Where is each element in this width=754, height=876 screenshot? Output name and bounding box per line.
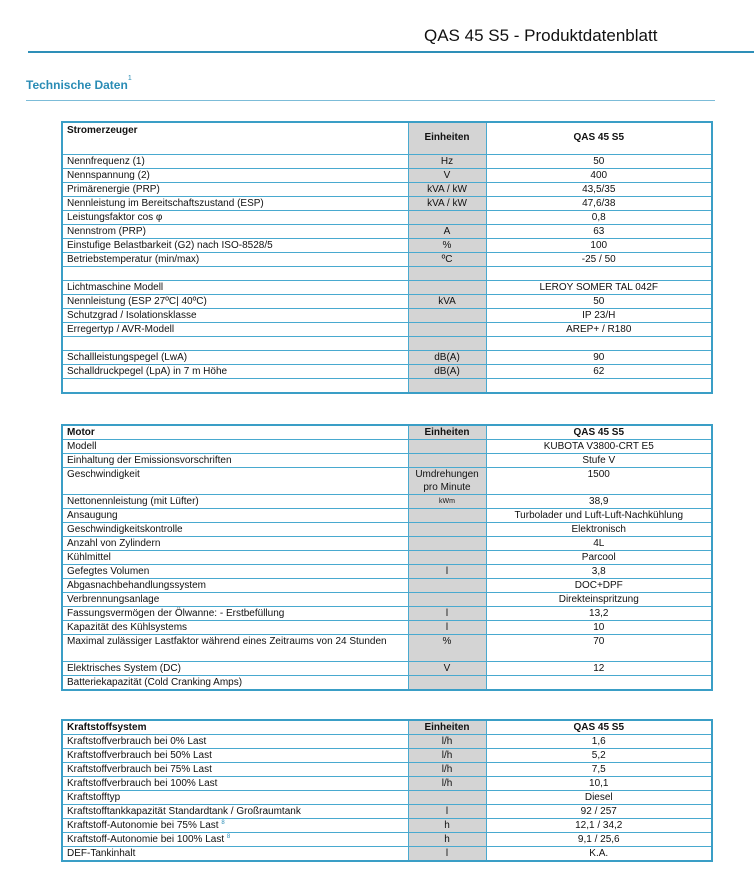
table-row [62, 735, 712, 749]
section-heading-text: Technische Daten [26, 78, 128, 92]
table-row [62, 607, 712, 621]
table-row [62, 454, 712, 468]
row-label [62, 267, 408, 281]
row-unit: Hz [408, 155, 486, 169]
table-row [62, 351, 712, 365]
table-row [62, 211, 712, 225]
table-row [62, 819, 712, 833]
table-row [62, 565, 712, 579]
row-value: -25 / 50 [486, 253, 712, 267]
row-unit [408, 440, 486, 454]
footnote-marker: 8 [221, 820, 225, 826]
row-unit [408, 509, 486, 523]
row-value: 1,6 [486, 735, 712, 749]
row-unit: l/h [408, 763, 486, 777]
row-unit: l [408, 805, 486, 819]
table-row [62, 621, 712, 635]
row-value: KUBOTA V3800-CRT E5 [486, 440, 712, 454]
table-row [62, 295, 712, 309]
table-row [62, 169, 712, 183]
table-row [62, 197, 712, 211]
section-heading [26, 75, 132, 92]
row-label: Anzahl von Zylindern [62, 537, 408, 551]
row-value: 1500 [486, 468, 712, 495]
row-value: 4L [486, 537, 712, 551]
row-label: Kraftstoffverbrauch bei 75% Last [62, 763, 408, 777]
row-value: IP 23/H [486, 309, 712, 323]
row-unit [408, 523, 486, 537]
row-unit: l/h [408, 735, 486, 749]
motor-table [61, 424, 713, 691]
row-value: 50 [486, 295, 712, 309]
row-label: Nennfrequenz (1) [62, 155, 408, 169]
row-unit [408, 337, 486, 351]
row-label: Schutzgrad / Isolationsklasse [62, 309, 408, 323]
row-label: Kraftstoffverbrauch bei 50% Last [62, 749, 408, 763]
table-header-row [62, 425, 712, 440]
row-label: Kraftstofftyp [62, 791, 408, 805]
row-label: Fassungsvermögen der Ölwanne: - Erstbefüllung [62, 607, 408, 621]
row-label: Kraftstofftankkapazität Standardtank / Großraumtank [62, 805, 408, 819]
table-row [62, 440, 712, 454]
row-label: Erregertyp / AVR-Modell [62, 323, 408, 337]
section-divider [26, 100, 715, 101]
generator-table [61, 121, 713, 394]
row-label: Batteriekapazität (Cold Cranking Amps) [62, 676, 408, 691]
table-row [62, 833, 712, 847]
row-unit: kVA / kW [408, 197, 486, 211]
table-row [62, 183, 712, 197]
table-row [62, 239, 712, 253]
row-label: Schalldruckpegel (LpA) in 7 m Höhe [62, 365, 408, 379]
row-unit [408, 267, 486, 281]
table-row [62, 523, 712, 537]
row-value: 0,8 [486, 211, 712, 225]
row-unit: h [408, 819, 486, 833]
row-unit: h [408, 833, 486, 847]
row-label: Kapazität des Kühlsystems [62, 621, 408, 635]
table-row [62, 579, 712, 593]
row-label: Geschwindigkeitskontrolle [62, 523, 408, 537]
value-header: QAS 45 S5 [486, 122, 712, 155]
table-row [62, 537, 712, 551]
table-row [62, 225, 712, 239]
row-unit: kVA / kW [408, 183, 486, 197]
table-row [62, 763, 712, 777]
row-label: Lichtmaschine Modell [62, 281, 408, 295]
row-value: LEROY SOMER TAL 042F [486, 281, 712, 295]
section-heading-footnote: 1 [127, 75, 132, 82]
row-unit [408, 454, 486, 468]
row-value: Stufe V [486, 454, 712, 468]
row-value: 100 [486, 239, 712, 253]
row-value: 12,1 / 34,2 [486, 819, 712, 833]
table-row [62, 309, 712, 323]
row-value [486, 676, 712, 691]
row-unit: dB(A) [408, 365, 486, 379]
row-label: Nettonennleistung (mit Lüfter) [62, 495, 408, 509]
row-label: Kraftstoffverbrauch bei 0% Last [62, 735, 408, 749]
motor-title: Motor [62, 425, 408, 440]
row-label: Leistungsfaktor cos φ [62, 211, 408, 225]
row-value: 63 [486, 225, 712, 239]
row-value [486, 337, 712, 351]
row-unit: l [408, 621, 486, 635]
row-unit: V [408, 662, 486, 676]
table-row [62, 379, 712, 394]
unit-header: Einheiten [408, 122, 486, 155]
row-value: 10,1 [486, 777, 712, 791]
row-unit: V [408, 169, 486, 183]
row-label [62, 379, 408, 394]
value-header: QAS 45 S5 [486, 425, 712, 440]
row-unit: ºC [408, 253, 486, 267]
row-label: Einstufige Belastbarkeit (G2) nach ISO-8528/5 [62, 239, 408, 253]
row-value: K.A. [486, 847, 712, 862]
row-value: 400 [486, 169, 712, 183]
row-value: 50 [486, 155, 712, 169]
row-label: Maximal zulässiger Lastfaktor während eines Zeitraums von 24 Stunden [62, 635, 408, 662]
row-unit [408, 537, 486, 551]
row-value: 10 [486, 621, 712, 635]
row-value: 92 / 257 [486, 805, 712, 819]
row-value: DOC+DPF [486, 579, 712, 593]
fuel-title: Kraftstoffsystem [62, 720, 408, 735]
row-unit [408, 593, 486, 607]
row-label-with-note [62, 833, 408, 847]
row-label: Abgasnachbehandlungssystem [62, 579, 408, 593]
row-value [486, 379, 712, 394]
row-label: Kraftstoff-Autonomie bei 75% Last [67, 820, 219, 831]
table-header-row [62, 720, 712, 735]
row-unit: Umdrehungen pro Minute [408, 468, 486, 495]
row-unit [408, 309, 486, 323]
row-unit: dB(A) [408, 351, 486, 365]
row-value: Direkteinspritzung [486, 593, 712, 607]
table-row [62, 365, 712, 379]
row-label: DEF-Tankinhalt [62, 847, 408, 862]
row-value: 62 [486, 365, 712, 379]
row-label-with-note [62, 819, 408, 833]
table-row [62, 676, 712, 691]
row-unit: % [408, 239, 486, 253]
row-value: 43,5/35 [486, 183, 712, 197]
row-unit: l/h [408, 749, 486, 763]
row-value: 47,6/38 [486, 197, 712, 211]
generator-title: Stromerzeuger [62, 122, 408, 155]
row-label [62, 337, 408, 351]
row-value: 70 [486, 635, 712, 662]
row-unit: kVA [408, 295, 486, 309]
table-row [62, 267, 712, 281]
row-value: 9,1 / 25,6 [486, 833, 712, 847]
row-label: Geschwindigkeit [62, 468, 408, 495]
table-row [62, 337, 712, 351]
row-unit [408, 281, 486, 295]
row-label: Nennleistung (ESP 27ºC| 40ºC) [62, 295, 408, 309]
row-label: Kraftstoff-Autonomie bei 100% Last [67, 834, 225, 845]
table-row [62, 593, 712, 607]
row-value: 7,5 [486, 763, 712, 777]
row-value: 90 [486, 351, 712, 365]
row-label: Nennspannung (2) [62, 169, 408, 183]
row-unit [408, 791, 486, 805]
row-value: AREP+ / R180 [486, 323, 712, 337]
row-value: 13,2 [486, 607, 712, 621]
table-row [62, 281, 712, 295]
row-unit [408, 211, 486, 225]
row-label: Nennleistung im Bereitschaftszustand (ESP) [62, 197, 408, 211]
row-unit [408, 579, 486, 593]
table-row [62, 253, 712, 267]
row-unit [408, 551, 486, 565]
row-unit: l [408, 847, 486, 862]
table-row [62, 749, 712, 763]
row-unit: % [408, 635, 486, 662]
row-label: Verbrennungsanlage [62, 593, 408, 607]
row-unit: A [408, 225, 486, 239]
row-label: Gefegtes Volumen [62, 565, 408, 579]
row-value: Elektronisch [486, 523, 712, 537]
table-row [62, 847, 712, 862]
table-row [62, 777, 712, 791]
row-unit: kWm [408, 495, 486, 509]
row-label: Modell [62, 440, 408, 454]
table-row [62, 495, 712, 509]
document-title: QAS 45 S5 - Produktdatenblatt [424, 26, 658, 45]
row-unit [408, 379, 486, 394]
row-value: 38,9 [486, 495, 712, 509]
row-unit [408, 323, 486, 337]
fuel-table [61, 719, 713, 862]
table-row [62, 551, 712, 565]
footnote-marker: 8 [226, 834, 231, 840]
unit-header: Einheiten [408, 425, 486, 440]
table-row [62, 662, 712, 676]
row-label: Kraftstoffverbrauch bei 100% Last [62, 777, 408, 791]
row-label: Elektrisches System (DC) [62, 662, 408, 676]
row-unit [408, 676, 486, 691]
table-row [62, 805, 712, 819]
table-row [62, 323, 712, 337]
header-divider [28, 51, 754, 53]
row-value: 12 [486, 662, 712, 676]
row-value: Parcool [486, 551, 712, 565]
unit-header: Einheiten [408, 720, 486, 735]
row-label: Ansaugung [62, 509, 408, 523]
row-value [486, 267, 712, 281]
value-header: QAS 45 S5 [486, 720, 712, 735]
table-row [62, 468, 712, 495]
row-label: Betriebstemperatur (min/max) [62, 253, 408, 267]
row-unit: l/h [408, 777, 486, 791]
row-unit: l [408, 565, 486, 579]
row-label: Nennstrom (PRP) [62, 225, 408, 239]
table-row [62, 791, 712, 805]
table-row [62, 635, 712, 662]
row-label: Primärenergie (PRP) [62, 183, 408, 197]
table-row [62, 509, 712, 523]
row-value: Diesel [486, 791, 712, 805]
table-row [62, 155, 712, 169]
row-label: Kühlmittel [62, 551, 408, 565]
row-value: Turbolader und Luft-Luft-Nachkühlung [486, 509, 712, 523]
row-label: Schallleistungspegel (LwA) [62, 351, 408, 365]
table-header-row [62, 122, 712, 155]
row-value: 5,2 [486, 749, 712, 763]
row-label: Einhaltung der Emissionsvorschriften [62, 454, 408, 468]
row-value: 3,8 [486, 565, 712, 579]
row-unit: l [408, 607, 486, 621]
